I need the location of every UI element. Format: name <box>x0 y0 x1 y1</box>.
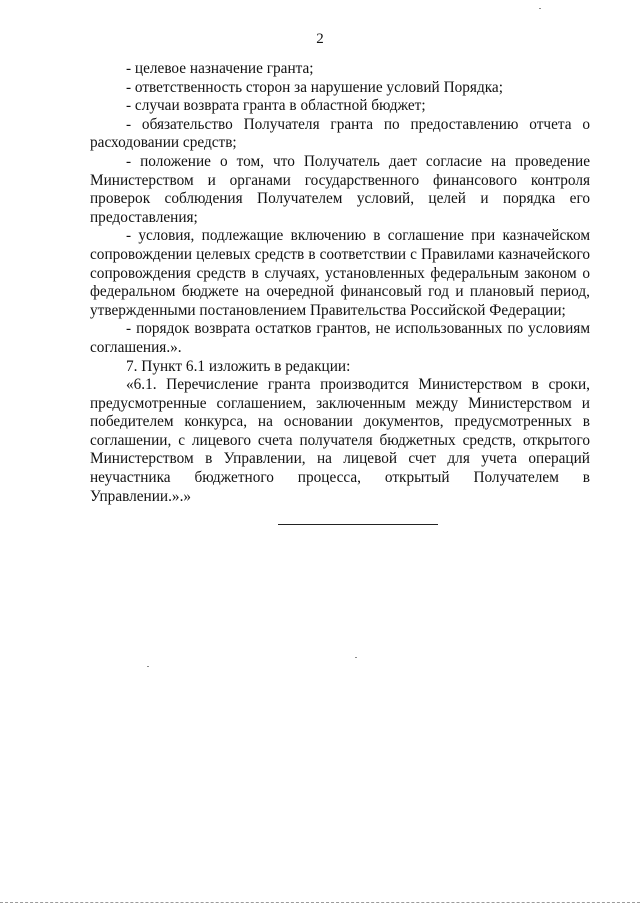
list-item-consent-inspection: - положение о том, что Получатель дает согласие на проведение Министерством и органами государственного финансового контроля проверок соблюдения Получателем условий, целей и порядка его предоставления; <box>90 152 590 226</box>
list-item-refund-procedure: - порядок возврата остатков грантов, не использованных по условиям соглашения.». <box>90 320 590 356</box>
list-item-purpose: - целевое назначение гранта; <box>126 60 314 77</box>
scan-speck <box>539 8 541 9</box>
scan-speck <box>147 666 149 667</box>
list-item-treasury-conditions: - условия, подлежащие включению в соглашение при казначейском сопровождении целевых средств в соответствии с Правилами казначейского сопровождения средств в случаях, установленных федеральным законом о федеральном бюджете на очередной финансовый год и плановый период, утвержденными постановлением Правительства Российской Федерации; <box>90 227 590 319</box>
list-item-report-obligation: - обязательство Получателя гранта по предоставлению отчета о расходовании средств; <box>90 115 590 152</box>
document-body <box>90 60 590 506</box>
list-item-refund-cases: - случаи возврата гранта в областной бюджет; <box>126 97 426 115</box>
scan-speck <box>355 657 357 658</box>
clause-6-1-text: «6.1. Перечисление гранта производится Министерством в сроки, предусмотренные соглашением, заключенным между Министерством и победителем конкурса, на основании документов, предусмотренных в соглашении, с лицевого счета получателя бюджетных средств, открытого Министерством в Управлении, на лицевой счет для учета операций неучастника бюджетного процесса, открытый Получателем в Управлении.».» <box>90 376 590 505</box>
closing-divider-line <box>278 524 438 525</box>
page-number: 2 <box>316 31 324 47</box>
scan-bottom-edge <box>0 902 640 903</box>
list-item-liability: - ответственность сторон за нарушение условий Порядка; <box>126 78 503 96</box>
amendment-clause-7: 7. Пункт 6.1 изложить в редакции: <box>126 357 351 375</box>
